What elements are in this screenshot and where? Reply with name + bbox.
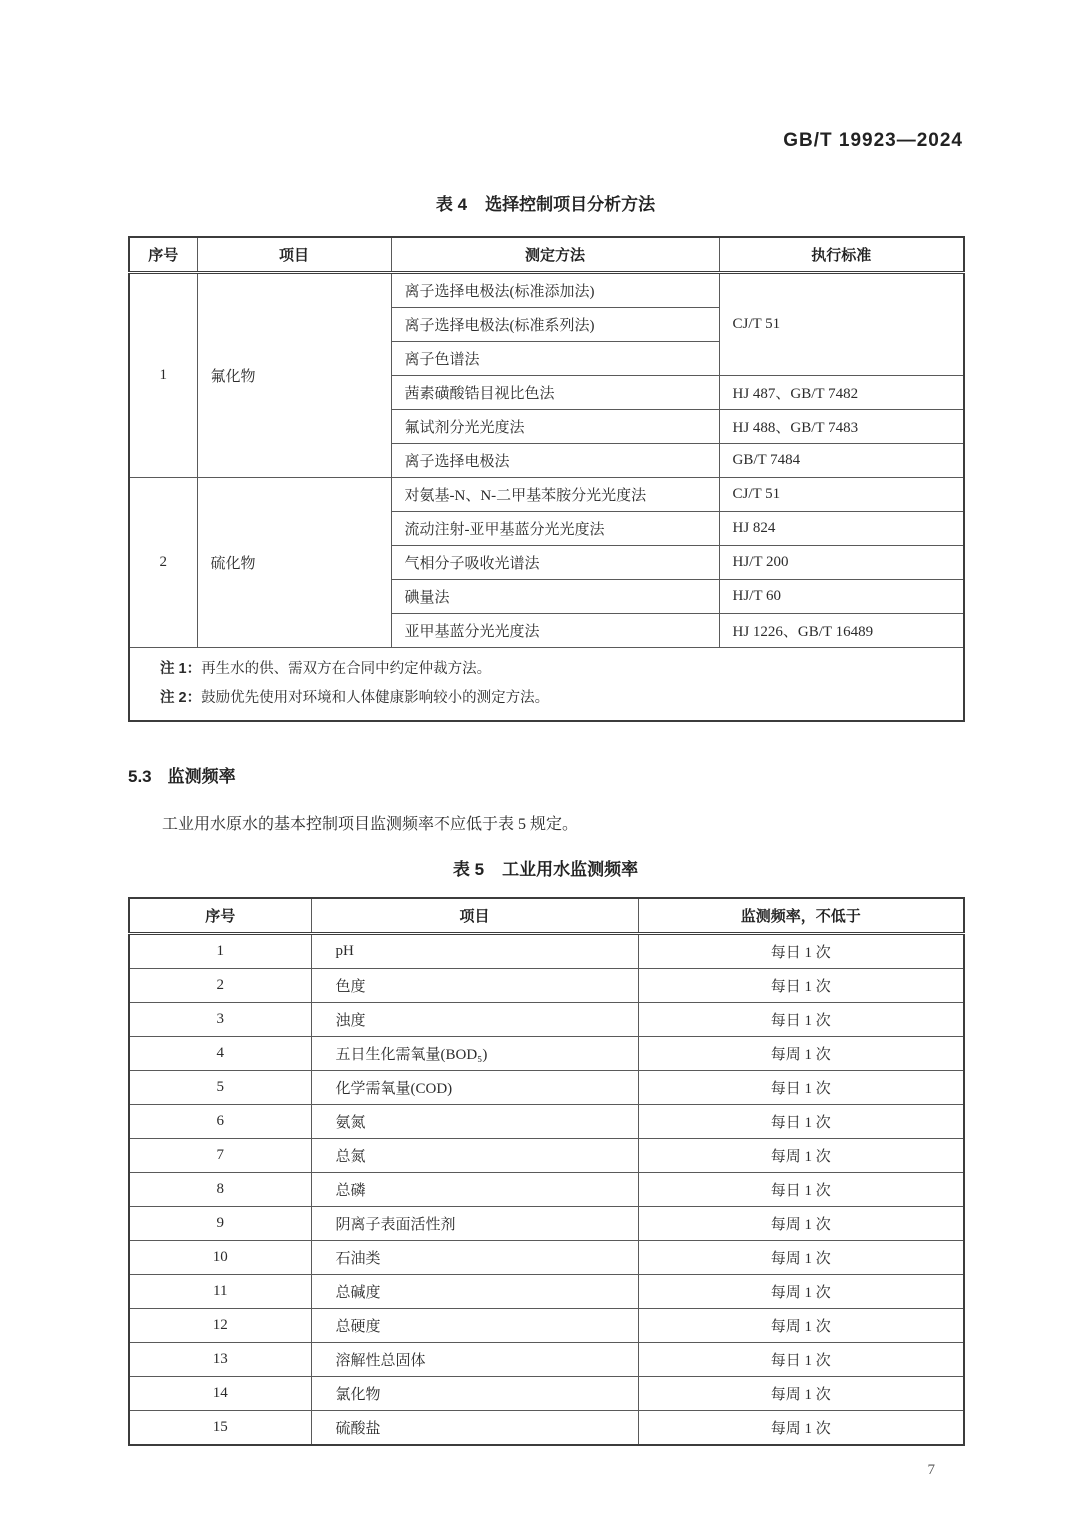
table5-caption-label: 表 5 [452, 860, 485, 879]
standard-cell: HJ 1226、GB/T 16489 [719, 614, 964, 648]
table-row [129, 1207, 964, 1241]
table-row [129, 934, 964, 969]
page-number: 7 [927, 1462, 935, 1478]
item-cell: 总氮 [311, 1139, 638, 1173]
method-cell: 亚甲基蓝分光光度法 [391, 614, 719, 648]
method-cell: 对氨基-N、N-二甲基苯胺分光光度法 [391, 478, 719, 512]
freq-cell: 每日 1 次 [638, 1071, 964, 1105]
seq-cell: 9 [129, 1207, 311, 1241]
table-row [129, 1241, 964, 1275]
table4-notes-row [129, 648, 964, 722]
standard-cell: HJ/T 200 [719, 546, 964, 580]
table4-note-2 [160, 684, 953, 713]
section-number: 5.3 [128, 767, 152, 786]
method-cell: 离子选择电极法(标准系列法) [391, 308, 719, 342]
table5-monitoring-frequency [128, 897, 965, 1446]
item-cell: 化学需氧量(COD) [311, 1071, 638, 1105]
table5-header-seq: 序号 [129, 898, 311, 934]
freq-cell: 每日 1 次 [638, 1173, 964, 1207]
freq-cell: 每日 1 次 [638, 934, 964, 969]
freq-cell: 每日 1 次 [638, 969, 964, 1003]
table-row [129, 1411, 964, 1446]
freq-cell: 每日 1 次 [638, 1343, 964, 1377]
table4-analysis-methods [128, 236, 965, 722]
note-2-label: 注 2： [160, 690, 202, 706]
seq-cell: 1 [129, 934, 311, 969]
note-1-text: 再生水的供、需双方在合同中约定仲裁方法。 [201, 661, 492, 677]
freq-cell: 每周 1 次 [638, 1207, 964, 1241]
item-cell: 溶解性总固体 [311, 1343, 638, 1377]
freq-cell: 每日 1 次 [638, 1003, 964, 1037]
seq-cell: 15 [129, 1411, 311, 1446]
seq-cell: 2 [129, 969, 311, 1003]
table-row [129, 273, 964, 308]
table5-caption [128, 855, 963, 880]
table-row [129, 1377, 964, 1411]
method-cell: 茜素磺酸锆目视比色法 [391, 376, 719, 410]
seq-cell: 5 [129, 1071, 311, 1105]
seq-cell: 12 [129, 1309, 311, 1343]
seq-cell: 1 [129, 273, 197, 478]
item-cell: 石油类 [311, 1241, 638, 1275]
seq-cell: 4 [129, 1037, 311, 1071]
method-cell: 离子选择电极法(标准添加法) [391, 273, 719, 308]
item-cell: 氟化物 [197, 273, 391, 478]
table-row [129, 1071, 964, 1105]
seq-cell: 8 [129, 1173, 311, 1207]
freq-cell: 每周 1 次 [638, 1241, 964, 1275]
table4-header-method: 测定方法 [391, 237, 719, 273]
seq-cell: 14 [129, 1377, 311, 1411]
item-cell: 硫酸盐 [311, 1411, 638, 1446]
table-row [129, 1275, 964, 1309]
note-2-text: 鼓励优先使用对环境和人体健康影响较小的测定方法。 [201, 690, 550, 706]
item-cell: 浊度 [311, 1003, 638, 1037]
table4-caption-label: 表 4 [435, 195, 468, 214]
standard-cell: HJ/T 60 [719, 580, 964, 614]
standard-number: GB/T 19923—2024 [783, 130, 963, 151]
item-cell: 色度 [311, 969, 638, 1003]
table4-header-item: 项目 [197, 237, 391, 273]
seq-cell: 10 [129, 1241, 311, 1275]
table-row [129, 478, 964, 512]
table5-caption-text: 工业用水监测频率 [502, 860, 639, 879]
method-cell: 氟试剂分光光度法 [391, 410, 719, 444]
method-cell: 流动注射-亚甲基蓝分光光度法 [391, 512, 719, 546]
table-row [129, 1309, 964, 1343]
item-cell: 阴离子表面活性剂 [311, 1207, 638, 1241]
section-5-3-paragraph: 工业用水原水的基本控制项目监测频率不应低于表 5 规定。 [162, 816, 579, 833]
item-cell: 氨氮 [311, 1105, 638, 1139]
table5-header-item: 项目 [311, 898, 638, 934]
table5-header-row [129, 898, 964, 934]
table4-notes [129, 648, 964, 722]
freq-cell: 每周 1 次 [638, 1411, 964, 1446]
method-cell: 离子色谱法 [391, 342, 719, 376]
item-cell: pH [311, 934, 638, 969]
table4-caption-text: 选择控制项目分析方法 [485, 195, 656, 214]
item-cell: 总硬度 [311, 1309, 638, 1343]
item-cell: 总碱度 [311, 1275, 638, 1309]
method-cell: 碘量法 [391, 580, 719, 614]
table-row [129, 1003, 964, 1037]
item-cell: 氯化物 [311, 1377, 638, 1411]
table4-header-standard: 执行标准 [719, 237, 964, 273]
table4-header-row [129, 237, 964, 273]
standard-cell: HJ 824 [719, 512, 964, 546]
freq-cell: 每日 1 次 [638, 1105, 964, 1139]
standard-cell: CJ/T 51 [719, 273, 964, 376]
section-5-3-heading [128, 762, 963, 787]
seq-cell: 2 [129, 478, 197, 648]
freq-cell: 每周 1 次 [638, 1037, 964, 1071]
seq-cell: 6 [129, 1105, 311, 1139]
seq-cell: 11 [129, 1275, 311, 1309]
seq-cell: 7 [129, 1139, 311, 1173]
item-cell: 硫化物 [197, 478, 391, 648]
section-title: 监测频率 [167, 767, 236, 786]
standard-cell: HJ 488、GB/T 7483 [719, 410, 964, 444]
table4-caption [128, 190, 963, 215]
method-cell: 气相分子吸收光谱法 [391, 546, 719, 580]
table-row [129, 1343, 964, 1377]
standard-cell: HJ 487、GB/T 7482 [719, 376, 964, 410]
table5-header-freq: 监测频率，不低于 [638, 898, 964, 934]
standard-cell: GB/T 7484 [719, 444, 964, 478]
table-row [129, 1173, 964, 1207]
freq-cell: 每周 1 次 [638, 1309, 964, 1343]
table-row [129, 1037, 964, 1071]
seq-cell: 13 [129, 1343, 311, 1377]
freq-cell: 每周 1 次 [638, 1377, 964, 1411]
freq-cell: 每周 1 次 [638, 1139, 964, 1173]
table-row [129, 1105, 964, 1139]
method-cell: 离子选择电极法 [391, 444, 719, 478]
table-row [129, 969, 964, 1003]
seq-cell: 3 [129, 1003, 311, 1037]
standard-cell: CJ/T 51 [719, 478, 964, 512]
freq-cell: 每周 1 次 [638, 1275, 964, 1309]
note-1-label: 注 1： [160, 661, 202, 677]
page-content [128, 0, 963, 1479]
item-cell: 五日生化需氧量(BOD₅) [311, 1037, 638, 1071]
table4-note-1 [160, 655, 953, 684]
table-row [129, 1139, 964, 1173]
item-cell: 总磷 [311, 1173, 638, 1207]
table4-header-seq: 序号 [129, 237, 197, 273]
